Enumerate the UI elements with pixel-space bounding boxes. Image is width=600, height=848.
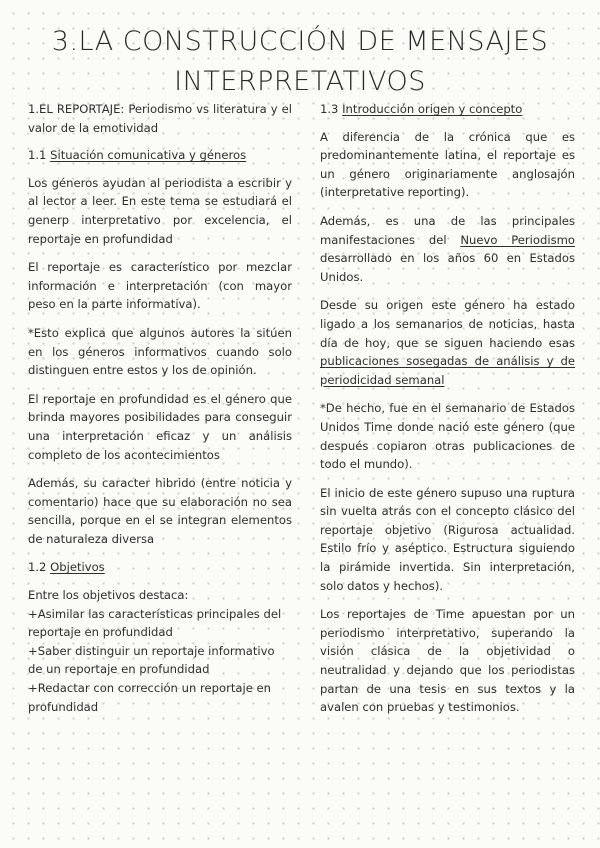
heading-1-1-number: 1.1 bbox=[28, 148, 51, 163]
objective-item: +Saber distinguir un reportaje informativo de un reportaje en profundidad bbox=[28, 643, 275, 677]
text-segment: Desde su origen este género ha estado ligado a los semanarios de noticias, hasta día de hoy, que se siguen haciendo esas bbox=[320, 298, 575, 350]
objectives-intro: Entre los objetivos destaca: bbox=[28, 588, 189, 603]
paragraph-time: *De hecho, fue en el semanario de Estados Unidos Time donde nació este género (que después copiaron otras publicaciones de todo el mundo). bbox=[320, 401, 575, 472]
paragraph-nota-autores: *Esto explica que algunos autores la sitúen en los géneros informativos cuando solo distinguen entre estos y los de opinión. bbox=[28, 325, 292, 378]
publicaciones-term: publicaciones sosegadas de análisis y de periodicidad semanal bbox=[320, 354, 575, 387]
title-line-2: INTERPRETATIVOS bbox=[174, 66, 426, 97]
page-title bbox=[0, 22, 600, 102]
nuevo-periodismo-term: Nuevo Periodismo bbox=[460, 232, 575, 247]
paragraph-origen-semanarios bbox=[320, 296, 575, 389]
heading-1-2-number: 1.2 bbox=[28, 560, 51, 575]
paragraph-ruptura: El inicio de este género supuso una ruptura sin vuelta atrás con el concepto clásico del reportaje objetivo (Rigurosa actualidad. Estilo frío y aséptico. Estructura siguiendo la pirámide invertida. Sin interpretación, solo datos y hechos). bbox=[320, 485, 575, 593]
objective-item: +Redactar con corrección un reportaje en profundidad bbox=[28, 681, 272, 714]
heading-1-3-number: 1.3 bbox=[320, 102, 343, 116]
heading-1-prefix: 1.EL REPORTAJE: bbox=[28, 102, 129, 116]
paragraph-generos: Los géneros ayudan al periodista a escribir y al lector a leer. En este tema se estudiará el generp interpretativo por excelencia, el reportaje en profundidad bbox=[28, 175, 292, 246]
paragraph-nuevo-periodismo bbox=[320, 212, 575, 286]
heading-1-3 bbox=[320, 100, 575, 119]
title-line-1: 3.LA CONSTRUCCIÓN DE MENSAJES bbox=[51, 26, 549, 57]
objective-item: +Asimilar las características principales del reportaje en profundidad bbox=[28, 606, 282, 640]
right-column bbox=[320, 100, 575, 727]
paragraph-reportaje-profundidad: El reportaje en profundidad es el género que brinda mayores posibilidades para conseguir una interpretación eficaz y un análisis completo de los acontecimientos bbox=[28, 391, 292, 462]
paragraph-reportaje-caracteristico: El reportaje es característico por mezclar información e interpretación (con mayor peso en la parte informativa). bbox=[28, 260, 292, 312]
heading-1 bbox=[28, 100, 292, 137]
paragraph-cronica: A diferencia de la crónica que es predominantemente latina, el reportaje es un género originariamente anglosajón (interpretative reporting). bbox=[320, 129, 575, 200]
heading-1-text: Periodismo vs literatura y el valor de la emotividad bbox=[28, 102, 292, 135]
left-column bbox=[28, 100, 292, 716]
text-segment: Además, es una de las principales manifestaciones del bbox=[320, 213, 575, 247]
heading-1-1-title: Situación comunicativa y géneros bbox=[50, 148, 247, 163]
heading-1-2-title: Objetivos bbox=[50, 560, 105, 575]
paragraph-caracter-hibrido: Además, su caracter hibrido (entre noticia y comentario) hace que su elaboración no sea sencilla, porque en el se integran elementos de naturaleza diversa bbox=[28, 476, 292, 546]
paragraph-periodismo-interpretativo: Los reportajes de Time apuestan por un periodismo interpretativo, superando la visión clásica de la objetividad o neutralidad y dejando que los periodistas partan de una tesis en sus textos y la avalen con pruebas y testimonios. bbox=[320, 607, 575, 715]
text-segment: desarrollado en los años 60 en Estados Unidos. bbox=[320, 251, 575, 284]
heading-1-3-title: Introducción origen y concepto bbox=[342, 102, 523, 116]
heading-1-2 bbox=[28, 558, 292, 577]
objectives-list bbox=[28, 586, 292, 716]
heading-1-1 bbox=[28, 146, 292, 165]
